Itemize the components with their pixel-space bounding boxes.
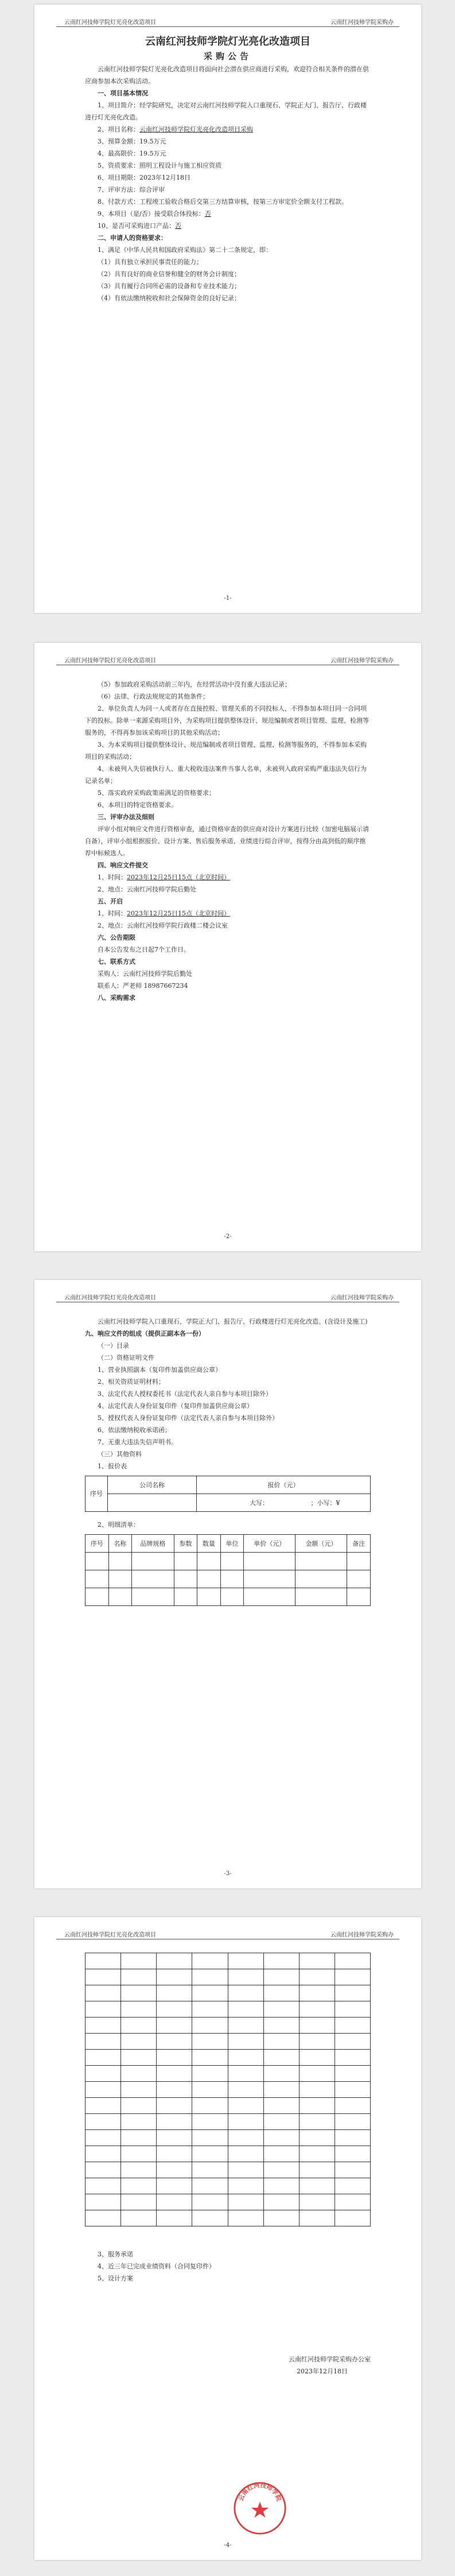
table-cell[interactable] — [228, 1969, 263, 1985]
table-cell[interactable] — [192, 2114, 228, 2130]
submit-place-line: 2、地点：云南红河技师学院后勤处 — [98, 886, 196, 893]
table-cell[interactable] — [121, 2210, 157, 2226]
evaluation-paragraph: 评审小组对响应文件进行资格审查，通过资格审查的供应商对设计方案进行比较（加密电脑展示请自备），评审小组根据报价、设计方案、售后服务承诺、业绩进行综合评审，按得分由高到低的顺序推荐中标候选人。 — [85, 825, 369, 857]
import-label: 10、是否可采购进口产品： — [98, 222, 175, 230]
table-row — [85, 1553, 371, 1570]
official-seal-icon — [232, 2481, 287, 2536]
page-header — [56, 1930, 399, 1939]
table-cell[interactable] — [263, 2130, 299, 2146]
table-row — [85, 2114, 371, 2130]
table-cell[interactable] — [299, 2146, 335, 2162]
table-cell[interactable] — [299, 1953, 335, 1969]
table-cell[interactable] — [335, 1969, 370, 1985]
table-cell[interactable] — [295, 1588, 347, 1606]
table-row — [85, 1969, 371, 1985]
table-cell[interactable] — [174, 1553, 197, 1570]
table-cell[interactable] — [347, 1570, 371, 1588]
header-right: 云南红河技师学院采购办 — [330, 658, 394, 664]
section-heading: 二、申请人的资格要求： — [98, 234, 167, 242]
table-cell[interactable] — [132, 1570, 174, 1588]
table-cell[interactable] — [121, 2162, 157, 2178]
table-cell[interactable] — [85, 2018, 121, 2034]
table-cell[interactable] — [197, 1553, 221, 1570]
table-cell[interactable] — [157, 2194, 192, 2210]
table-cell[interactable] — [299, 1985, 335, 2001]
consortium-value: 否 — [204, 210, 211, 218]
table-row — [85, 2210, 371, 2226]
requirement-item: （1）具有独立承担民事责任的能力； — [98, 258, 203, 266]
table-cell[interactable] — [108, 1570, 132, 1588]
table-cell[interactable] — [192, 2098, 228, 2114]
table-cell[interactable] — [157, 2001, 192, 2018]
table-header-cell: 单位 — [220, 1535, 244, 1553]
table-row — [85, 2178, 371, 2194]
table-cell[interactable] — [335, 2034, 370, 2050]
table-cell[interactable] — [335, 1953, 370, 1969]
section-heading: 七、联系方式 — [98, 958, 135, 965]
requirement-item: 1、满足《中华人民共和国政府采购法》第二十二条规定，即： — [98, 246, 272, 254]
table-cell[interactable] — [85, 2082, 121, 2098]
table-cell[interactable] — [121, 2018, 157, 2034]
table-header-cell: 参数 — [174, 1535, 197, 1553]
table-cell[interactable] — [347, 1553, 371, 1570]
document-subtitle: 采购公告 — [203, 51, 252, 61]
table-cell[interactable] — [335, 2066, 370, 2082]
notice-period-line: 自本公告发布之日起7个工作日。 — [98, 946, 190, 953]
document-item: 4、近三年已完成业绩资料（合同复印件） — [98, 2263, 215, 2270]
import-line — [85, 220, 371, 232]
document-title: 云南红河技师学院灯光亮化改造项目 — [145, 36, 310, 48]
table-cell[interactable] — [85, 2098, 121, 2114]
table-row — [85, 2066, 371, 2082]
document-page-1 — [34, 5, 421, 613]
budget-line: 3、预算金额：19.5万元 — [98, 138, 166, 145]
table-cell[interactable] — [335, 2130, 370, 2146]
table-cell[interactable] — [85, 2114, 121, 2130]
table-cell[interactable] — [174, 1570, 197, 1588]
table-cell[interactable] — [85, 2066, 121, 2082]
table-cell[interactable] — [263, 1953, 299, 1969]
table-row — [85, 2082, 371, 2098]
table-cell[interactable] — [197, 1588, 221, 1606]
table-cell[interactable] — [108, 1494, 197, 1512]
table-cell[interactable] — [263, 2194, 299, 2210]
table-cell[interactable] — [85, 2194, 121, 2210]
table-cell[interactable] — [192, 2018, 228, 2034]
price-upper-label: 大写： — [250, 1499, 269, 1507]
table-cell[interactable] — [263, 2178, 299, 2194]
project-name-value: 云南红河技师学院灯光亮化改造项目采购 — [139, 126, 253, 133]
table-cell[interactable] — [121, 2194, 157, 2210]
table-cell[interactable] — [121, 2001, 157, 2018]
open-place-line: 2、地点：云南红河技师学院行政楼二楼会议室 — [98, 922, 228, 929]
requirement-item: 3、为本采购项目提供整体设计、规范编制或者项目管理、监理、检测等服务的，不得参加本采购项目的采购活动； — [85, 741, 367, 761]
document-item: 7、无重大违法失信声明书。 — [98, 1438, 177, 1446]
table-cell[interactable] — [85, 1553, 109, 1570]
table-cell[interactable] — [157, 2082, 192, 2098]
document-item: 5、授权代表人身份证复印件（法定代表人亲自参与本项目除外） — [98, 1414, 278, 1422]
section-heading: 九、响应文件的组成（提供正副本各一份） — [85, 1330, 205, 1337]
table-cell[interactable] — [192, 2130, 228, 2146]
table-row — [85, 2130, 371, 2146]
table-cell[interactable] — [157, 2018, 192, 2034]
consortium-line — [85, 208, 371, 220]
document-item: 1、营业执照副本（复印件加盖供应商公章） — [98, 1366, 221, 1374]
table-cell[interactable] — [85, 2034, 121, 2050]
table-cell[interactable] — [335, 2114, 370, 2130]
table-cell[interactable] — [335, 2210, 370, 2226]
table-cell[interactable] — [157, 2114, 192, 2130]
document-page-2 — [34, 643, 421, 1251]
table-cell[interactable] — [121, 2114, 157, 2130]
table-cell[interactable] — [132, 1553, 174, 1570]
table-row — [85, 1985, 371, 2001]
header-right: 云南红河技师学院采购办 — [330, 1295, 394, 1301]
table-cell[interactable] — [157, 2162, 192, 2178]
page-number: -3- — [224, 1871, 232, 1877]
table-cell[interactable] — [228, 2194, 263, 2210]
table-cell[interactable] — [228, 2210, 263, 2226]
table-cell[interactable] — [121, 2098, 157, 2114]
section-heading: 五、开启 — [98, 898, 123, 905]
document-item: 6、依法缴纳税收承诺函； — [98, 1426, 171, 1434]
table-row — [85, 1476, 371, 1494]
table-cell[interactable] — [299, 2050, 335, 2066]
table-cell[interactable] — [299, 2018, 335, 2034]
procurement-requirement: 云南红河技师学院入口重现石、学院正大门、报告厅、行政楼进行灯光亮化改造。(含设计及施工) — [98, 1318, 368, 1325]
table-cell[interactable] — [192, 1969, 228, 1985]
table-cell[interactable] — [197, 1570, 221, 1588]
table-row — [85, 1953, 371, 1969]
table-cell[interactable] — [85, 2146, 121, 2162]
requirement-item: （3）具有履行合同所必需的设备和专业技术能力； — [98, 282, 240, 290]
table-cell[interactable] — [85, 2210, 121, 2226]
project-overview: 1、项目简介：经学院研究，决定对云南红河技师学院入口重现石、学院正大门、报告厅、行政楼进行灯光亮化改造。 — [85, 102, 367, 121]
project-name-line — [85, 123, 371, 135]
table-cell[interactable] — [263, 1969, 299, 1985]
table-cell[interactable] — [335, 2194, 370, 2210]
table-cell[interactable] — [228, 2098, 263, 2114]
section-heading: 四、响应文件提交 — [98, 862, 148, 869]
page-number: -2- — [224, 1233, 232, 1240]
table-header-cell: 金额（元） — [295, 1535, 347, 1553]
table-cell[interactable] — [121, 2034, 157, 2050]
table-cell[interactable] — [335, 2162, 370, 2178]
table-cell[interactable] — [157, 2050, 192, 2066]
table-cell[interactable] — [335, 2082, 370, 2098]
section-heading: 一、项目基本情况 — [98, 90, 148, 97]
table-cell[interactable] — [335, 2146, 370, 2162]
table-cell[interactable] — [85, 1953, 121, 1969]
table-cell[interactable] — [192, 2001, 228, 2018]
table-cell[interactable] — [263, 1985, 299, 2001]
table-cell[interactable] — [228, 2130, 263, 2146]
section-heading: 八、采购需求 — [98, 994, 135, 1002]
table-cell[interactable] — [220, 1553, 244, 1570]
table-row — [85, 2050, 371, 2066]
document-item: 3、法定代表人授权委托书（法定代表人亲自参与本项目除外） — [98, 1390, 272, 1398]
table-header-cell: 名称 — [108, 1535, 132, 1553]
requirement-item: （6）法律、行政法规规定的其他条件； — [98, 693, 209, 700]
submit-time-value: 2023年12月25日15点（北京时间） — [127, 874, 230, 881]
svg-text:云南红河技师学院: 云南红河技师学院 — [238, 2482, 282, 2503]
requirement-item: 5、落实政府采购政策需满足的资格要求； — [98, 789, 215, 797]
table-cell[interactable] — [228, 2146, 263, 2162]
document-page-3 — [34, 1280, 421, 1888]
section-heading: 三、评审办法及细则 — [98, 813, 154, 821]
table-cell[interactable] — [192, 2210, 228, 2226]
subsection-heading: （二）资格证明文件 — [98, 1354, 154, 1361]
table-cell[interactable] — [228, 2066, 263, 2082]
requirement-item: 6、本项目的特定资格要求。 — [98, 801, 177, 809]
table-cell[interactable] — [295, 1570, 347, 1588]
table-cell[interactable] — [263, 2082, 299, 2098]
qualification-line: 5、资质要求：照明工程设计与施工相应资质 — [98, 162, 221, 169]
table-cell[interactable] — [85, 1969, 121, 1985]
table-cell[interactable] — [121, 2066, 157, 2082]
quote-table-label: 1、报价表 — [98, 1462, 127, 1470]
table-cell[interactable] — [132, 1588, 174, 1606]
page-header — [56, 1293, 399, 1302]
table-cell[interactable] — [121, 1953, 157, 1969]
table-header-cell: 序号 — [85, 1535, 109, 1553]
table-cell[interactable] — [157, 2178, 192, 2194]
table-cell[interactable] — [108, 1588, 132, 1606]
table-cell[interactable] — [220, 1588, 244, 1606]
requirement-item: 4、未被列入失信被执行人、重大税收违法案件当事人名单，未被列入政府采购严重违法失信行为记录名单； — [85, 765, 367, 785]
table-cell[interactable] — [299, 2082, 335, 2098]
table-cell[interactable] — [299, 2194, 335, 2210]
header-left: 云南红河技师学院灯光亮化改造项目 — [64, 658, 156, 664]
quote-table — [85, 1476, 371, 1512]
open-time-line — [85, 907, 371, 920]
table-cell[interactable] — [157, 2210, 192, 2226]
table-cell[interactable] — [335, 2098, 370, 2114]
evaluation-method-line: 7、评审方法：综合评审 — [98, 186, 165, 193]
table-cell[interactable] — [121, 2050, 157, 2066]
subsection-heading: （一）目录 — [98, 1342, 129, 1349]
table-cell[interactable] — [121, 2130, 157, 2146]
table-row — [85, 1588, 371, 1606]
table-cell[interactable] — [299, 2098, 335, 2114]
table-cell[interactable] — [228, 2018, 263, 2034]
table-cell[interactable] — [85, 1588, 109, 1606]
table-cell[interactable] — [295, 1553, 347, 1570]
table-cell[interactable] — [335, 2178, 370, 2194]
table-row — [85, 2098, 371, 2114]
table-cell[interactable] — [121, 1985, 157, 2001]
table-row — [85, 2162, 371, 2178]
document-page-4 — [34, 1917, 421, 2560]
detail-table — [85, 1534, 371, 1606]
header-left: 云南红河技师学院灯光亮化改造项目 — [64, 20, 156, 26]
table-cell[interactable] — [263, 2210, 299, 2226]
table-row — [85, 2194, 371, 2210]
open-time-value: 2023年12月25日15点（北京时间） — [127, 910, 230, 917]
table-cell[interactable] — [228, 1985, 263, 2001]
table-cell[interactable] — [85, 2050, 121, 2066]
intro-paragraph: 云南红河技师学院灯光亮化改造项目将面向社会潜在供应商进行采购，欢迎符合相关条件的潜在供应商参加本次采购活动。 — [85, 65, 369, 85]
table-cell[interactable] — [192, 2146, 228, 2162]
table-cell[interactable] — [108, 1553, 132, 1570]
page-header — [56, 17, 399, 27]
requirement-item: 2、单位负责人为同一人或者存在直接控股、管理关系的不同投标人，不得参加本项目同一合同项下的投标。除单一来源采购项目外，为采购项目提供整体设计、规范编制或者项目管理、监理、检测等服务的，不得再参加该采购项目的其他采购活动； — [85, 705, 369, 736]
submit-time-label: 1、时间： — [98, 874, 127, 881]
project-date-line: 6、项目期限：2023年12月18日 — [98, 174, 190, 181]
table-cell[interactable] — [299, 2034, 335, 2050]
table-row — [85, 1535, 371, 1553]
table-cell[interactable] — [157, 1985, 192, 2001]
document-item: 3、服务承诺 — [98, 2251, 133, 2258]
page-header — [56, 655, 399, 665]
table-cell[interactable] — [157, 2098, 192, 2114]
header-left: 云南红河技师学院灯光亮化改造项目 — [64, 1932, 156, 1938]
table-cell[interactable] — [192, 2162, 228, 2178]
project-name-label: 2、项目名称： — [98, 126, 139, 133]
contact-line: 联系人：严老师 18987667234 — [98, 982, 188, 990]
open-time-label: 1、时间： — [98, 910, 127, 917]
section-heading: 六、公告期限 — [98, 934, 135, 941]
table-cell[interactable] — [263, 2114, 299, 2130]
table-row — [85, 1570, 371, 1588]
table-cell[interactable] — [228, 2114, 263, 2130]
table-cell[interactable] — [299, 2130, 335, 2146]
table-header-cell: 备注 — [347, 1535, 371, 1553]
table-cell[interactable] — [157, 2146, 192, 2162]
table-row — [85, 2146, 371, 2162]
table-cell[interactable] — [192, 2194, 228, 2210]
page-number: -4- — [224, 2542, 232, 2548]
table-cell[interactable] — [192, 1953, 228, 1969]
table-cell[interactable] — [263, 2066, 299, 2082]
document-item: 4、法定代表人身份证复印件（复印件加盖供应商公章） — [98, 1402, 253, 1410]
requirement-item: （4）有依法缴纳税收和社会保障资金的良好记录； — [98, 294, 240, 302]
table-cell[interactable] — [228, 2001, 263, 2018]
price-lower-label: ；小写：¥ — [310, 1499, 340, 1507]
table-cell[interactable] — [299, 2001, 335, 2018]
payment-method-line: 8、付款方式：工程竣工验收合格后交第三方结算审核，按第三方审定价全额支付工程款。 — [98, 198, 348, 205]
table-header-cell: 序号 — [85, 1476, 108, 1512]
table-cell[interactable] — [157, 1953, 192, 1969]
table-cell[interactable] — [85, 1570, 109, 1588]
table-cell[interactable] — [228, 2178, 263, 2194]
table-cell[interactable] — [335, 1985, 370, 2001]
table-header-cell: 公司名称 — [108, 1476, 197, 1494]
table-cell[interactable] — [299, 2178, 335, 2194]
table-cell[interactable] — [192, 2082, 228, 2098]
table-header-cell: 数量 — [197, 1535, 221, 1553]
table-cell[interactable] — [228, 2034, 263, 2050]
table-cell[interactable] — [121, 1969, 157, 1985]
table-cell[interactable] — [157, 1969, 192, 1985]
detail-list-label: 2、明细清单： — [98, 1521, 139, 1528]
table-cell[interactable] — [174, 1588, 197, 1606]
table-cell[interactable] — [192, 2050, 228, 2066]
sign-date: 2023年12月18日 — [297, 2368, 348, 2375]
table-cell[interactable] — [192, 2034, 228, 2050]
table-cell[interactable] — [263, 2098, 299, 2114]
header-right: 云南红河技师学院采购办 — [330, 1932, 394, 1938]
table-cell[interactable] — [335, 2018, 370, 2034]
document-item: 5、设计方案 — [98, 2275, 133, 2282]
table-cell[interactable] — [228, 2082, 263, 2098]
table-cell[interactable] — [85, 2130, 121, 2146]
table-cell[interactable] — [85, 2001, 121, 2018]
table-cell[interactable] — [220, 1570, 244, 1588]
signer: 云南红河技师学院采购办公室 — [289, 2356, 371, 2363]
table-cell[interactable] — [263, 2018, 299, 2034]
requirement-item: （5）参加政府采购活动前三年内，在经营活动中没有重大违法记录； — [98, 681, 291, 688]
table-row — [85, 2001, 371, 2018]
table-cell[interactable] — [192, 2066, 228, 2082]
table-header-cell: 报价（元） — [197, 1476, 371, 1494]
requirement-item: （2）具有良好的商业信誉和健全的财务会计制度； — [98, 270, 240, 278]
table-cell[interactable] — [263, 2050, 299, 2066]
table-cell[interactable] — [85, 2178, 121, 2194]
table-header-cell: 品牌规格 — [132, 1535, 174, 1553]
table-cell[interactable] — [228, 1953, 263, 1969]
price-cap-line: 4、最高限价：19.5万元 — [98, 150, 166, 157]
table-cell[interactable] — [197, 1494, 371, 1512]
table-cell[interactable] — [263, 2162, 299, 2178]
table-cell[interactable] — [263, 2146, 299, 2162]
header-right: 云南红河技师学院采购办 — [330, 20, 394, 26]
header-left: 云南红河技师学院灯光亮化改造项目 — [64, 1295, 156, 1301]
table-cell[interactable] — [192, 2178, 228, 2194]
table-cell[interactable] — [192, 1985, 228, 2001]
page-number: -1- — [224, 595, 232, 602]
table-row — [85, 1494, 371, 1512]
table-cell[interactable] — [347, 1588, 371, 1606]
table-cell[interactable] — [299, 2066, 335, 2082]
table-cell[interactable] — [299, 2210, 335, 2226]
table-cell[interactable] — [244, 1570, 295, 1588]
table-cell[interactable] — [263, 2034, 299, 2050]
table-cell[interactable] — [299, 2114, 335, 2130]
table-cell[interactable] — [335, 2001, 370, 2018]
document-item: 2、相关资质证明材料； — [98, 1378, 165, 1386]
table-cell[interactable] — [228, 2162, 263, 2178]
table-cell[interactable] — [121, 2082, 157, 2098]
table-cell[interactable] — [157, 2130, 192, 2146]
subsection-heading: （三）其他资料 — [98, 1450, 142, 1458]
table-cell[interactable] — [85, 2162, 121, 2178]
table-row — [85, 2034, 371, 2050]
table-header-cell: 单价（元） — [244, 1535, 295, 1553]
table-cell[interactable] — [244, 1553, 295, 1570]
table-cell[interactable] — [85, 1985, 121, 2001]
table-cell[interactable] — [299, 2162, 335, 2178]
submit-time-line — [85, 871, 371, 883]
import-value: 否 — [175, 222, 181, 230]
table-cell[interactable] — [244, 1588, 295, 1606]
table-cell[interactable] — [121, 2146, 157, 2162]
purchaser-line: 采购人：云南红河技师学院后勤处 — [98, 970, 192, 977]
table-cell[interactable] — [121, 2178, 157, 2194]
blank-detail-table — [85, 1953, 371, 2226]
table-row — [85, 2018, 371, 2034]
table-cell[interactable] — [299, 1969, 335, 1985]
table-cell[interactable] — [157, 2066, 192, 2082]
table-cell[interactable] — [228, 2050, 263, 2066]
table-cell[interactable] — [157, 2034, 192, 2050]
consortium-label: 9、本项目（是/否）接受联合体投标： — [98, 210, 205, 218]
table-cell[interactable] — [335, 2050, 370, 2066]
table-cell[interactable] — [263, 2001, 299, 2018]
